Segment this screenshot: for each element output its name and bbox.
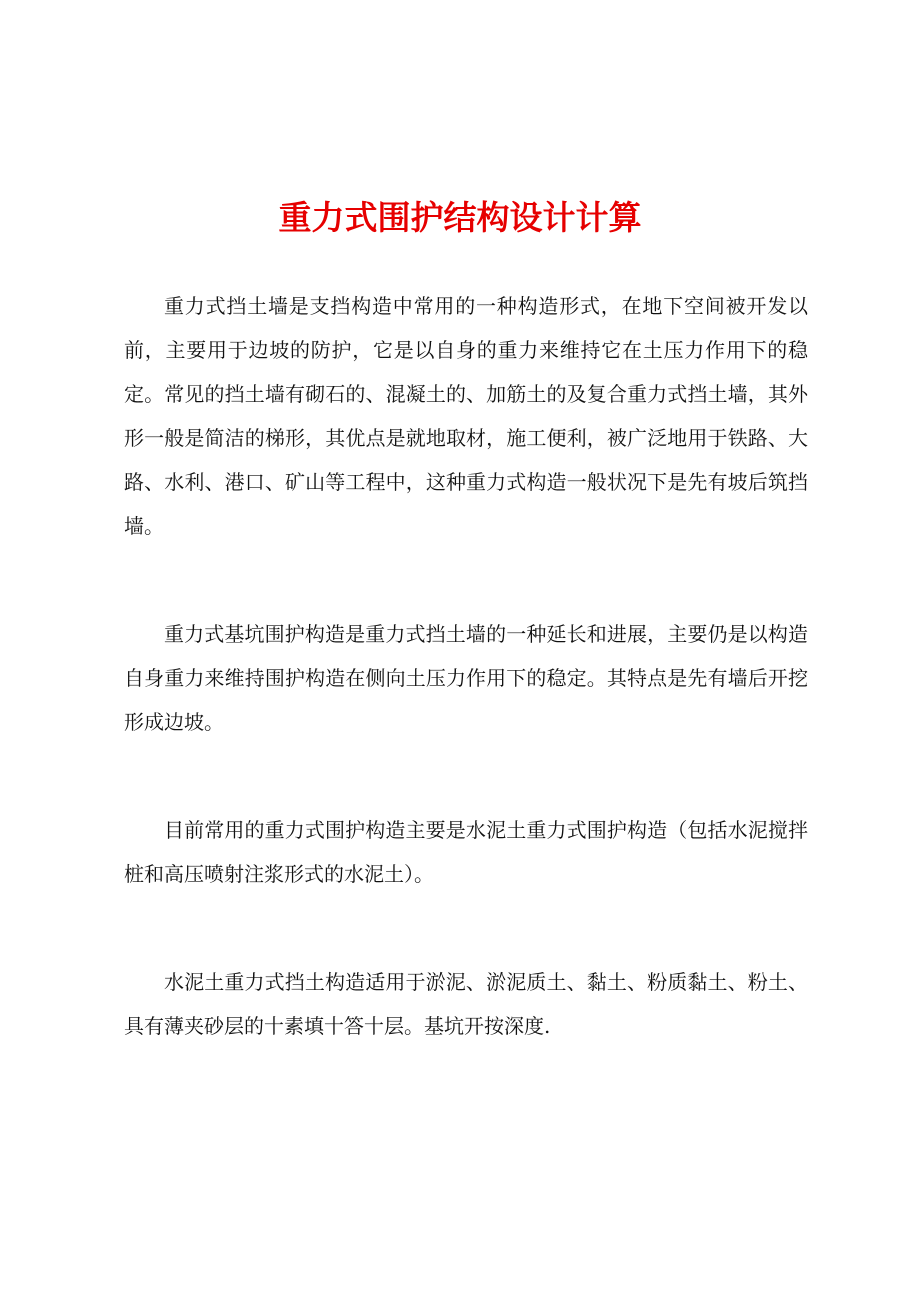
paragraph-1: 重力式挡土墙是支挡构造中常用的一种构造形式，在地下空间被开发以前，主要用于边坡的防护，它是以自身的重力来维持它在土压力作用下的稳定。常见的挡土墙有砌石的、混凝土的、加筋土的及复合重力式挡土墙，其外形一般是简洁的梯形，其优点是就地取材，施工便利，被广泛地用于铁路、大路、水利、港口、矿山等工程中，这种重力式构造一般状况下是先有坡后筑挡墙。 [124, 294, 808, 538]
paragraph-4: 水泥土重力式挡土构造适用于淤泥、淤泥质土、黏土、粉质黏土、粉土、具有薄夹砂层的十素填十答十层。基坑开按深度. [124, 970, 808, 1038]
document-body [124, 284, 808, 1048]
paragraph-2: 重力式基坑围护构造是重力式挡土墙的一种延长和进展，主要仍是以构造自身重力来维持围护构造在侧向土压力作用下的稳定。其特点是先有墙后开挖形成边坡。 [124, 622, 808, 734]
document-title: 重力式围护结构设计计算 [278, 198, 642, 237]
paragraph-3: 目前常用的重力式围护构造主要是水泥土重力式围护构造（包括水泥搅拌桩和高压喷射注浆形式的水泥土）。 [124, 818, 808, 886]
